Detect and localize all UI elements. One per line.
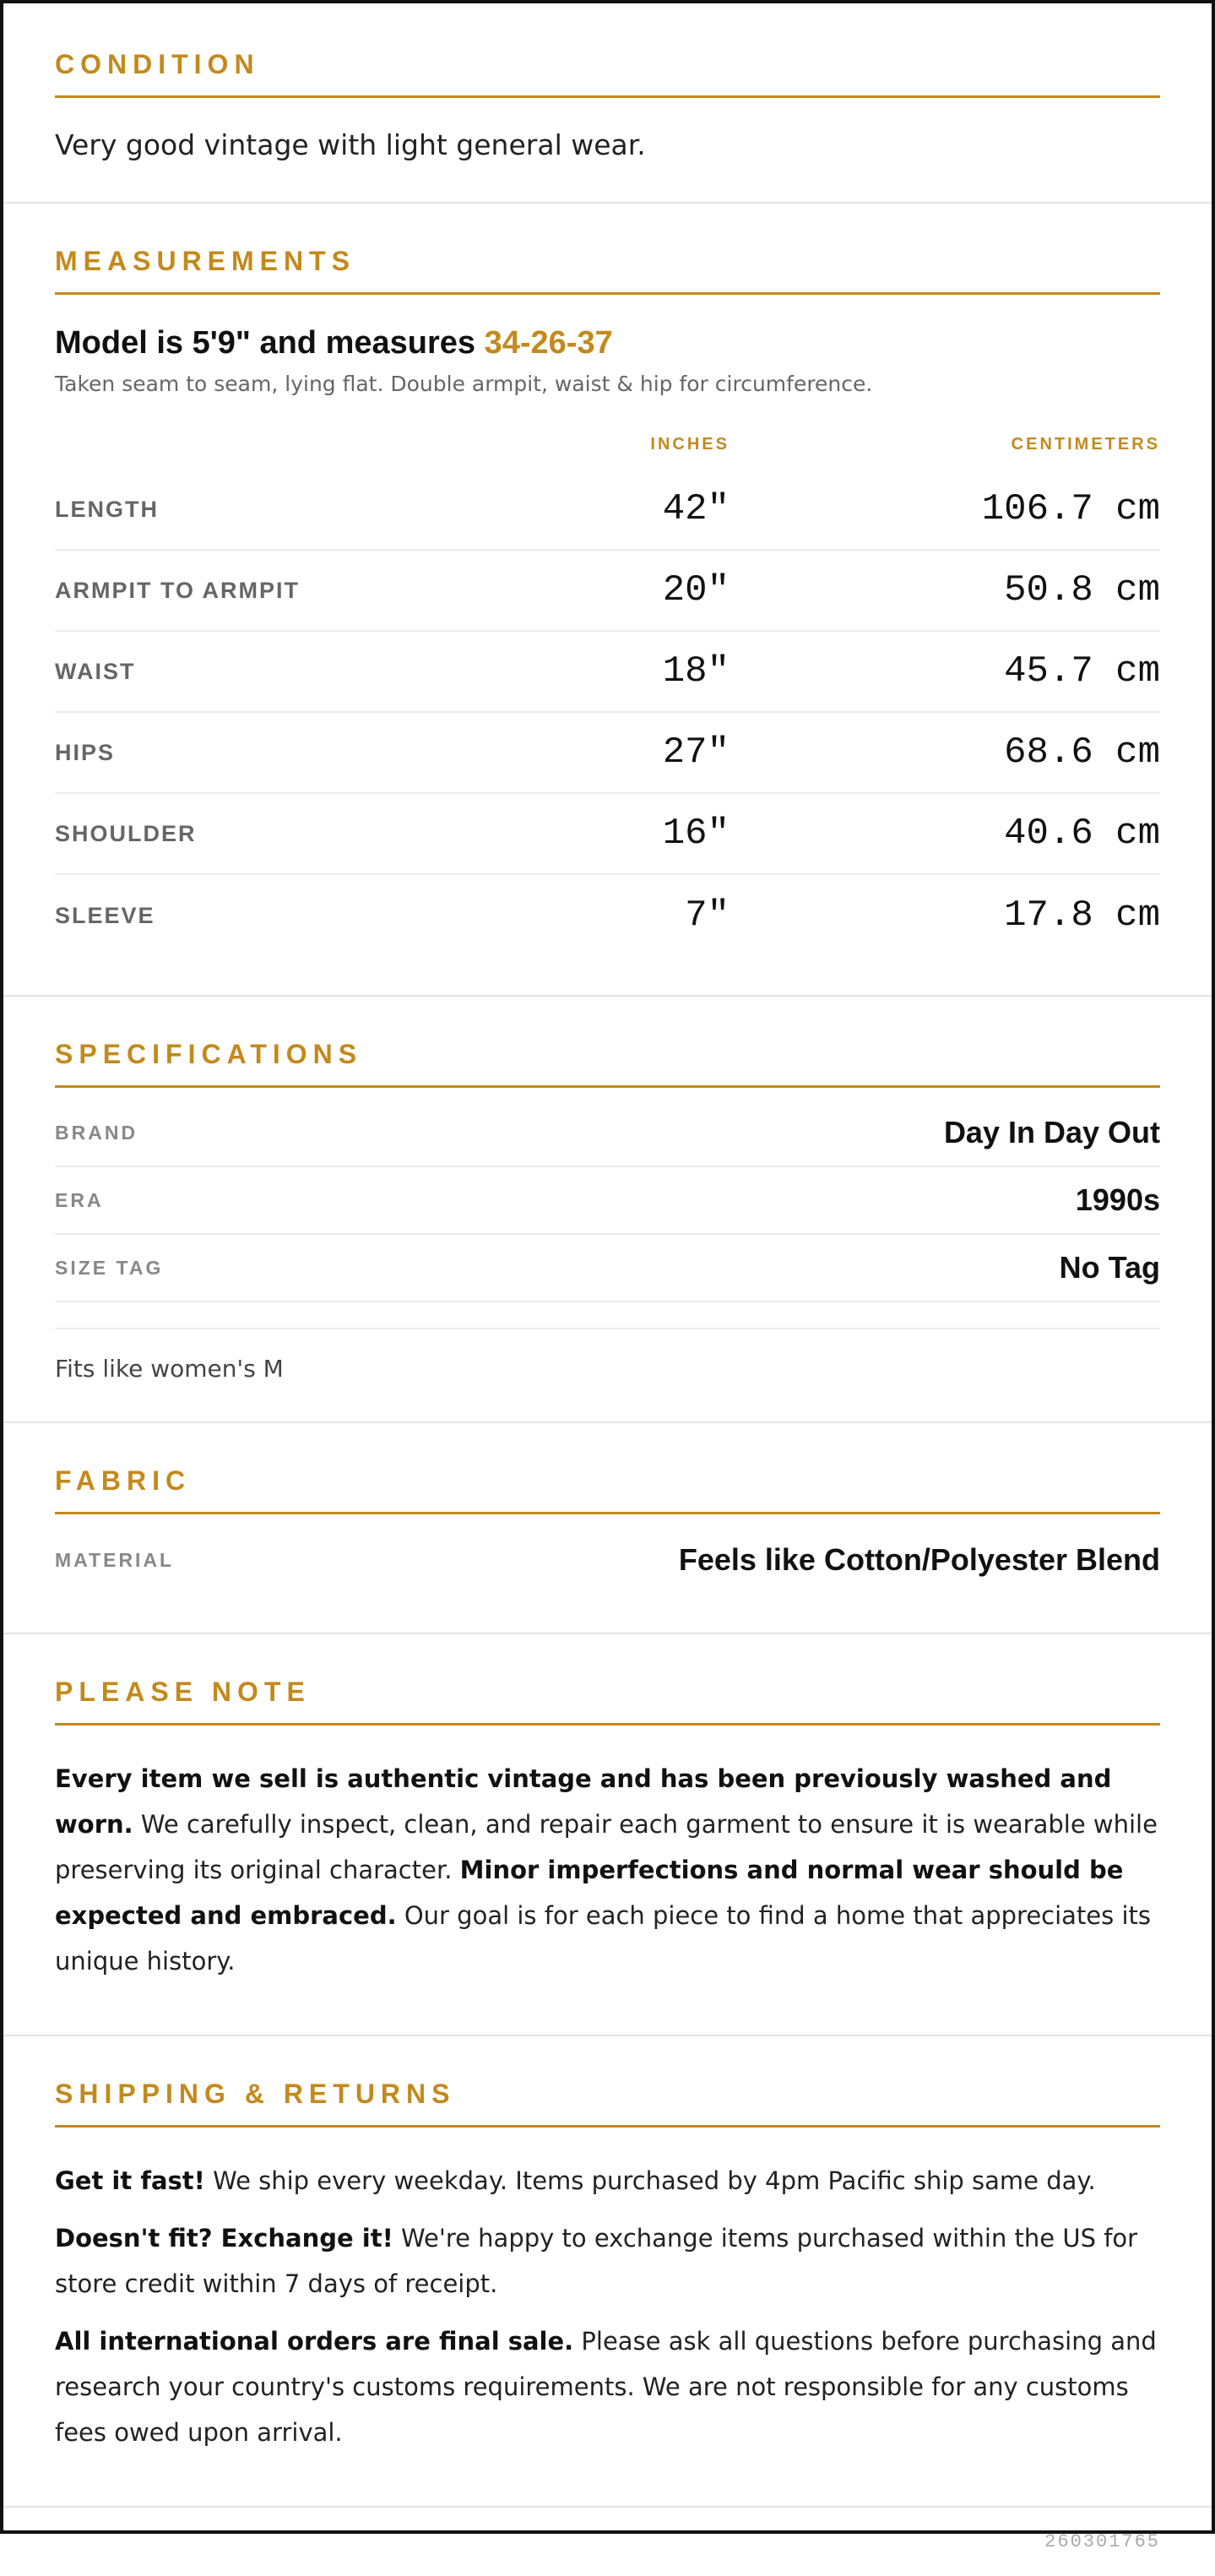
spec-row [55, 1526, 1160, 1594]
spec-label: SIZE TAG [55, 1256, 164, 1279]
note-title: PLEASE NOTE [55, 1677, 1160, 1725]
measure-cm: 106.7 cm [981, 488, 1160, 530]
shipping-bold: Get it fast! [55, 2166, 205, 2195]
note-text-1: We carefully inspect, clean, and repair each garment to ensure it is wearable while preserving its original character. [55, 1810, 1158, 1884]
measure-cm: 68.6 cm [1004, 731, 1160, 774]
measure-inches: 27" [662, 731, 730, 774]
spec-value: Day In Day Out [943, 1115, 1160, 1149]
note-bold-1: Every item we sell is authentic vintage and has been previously washed and worn. [55, 1764, 1112, 1839]
measurements-section [3, 204, 1212, 997]
table-row [55, 470, 1160, 551]
fit-note: Fits like women's M [55, 1328, 1160, 1383]
table-row [55, 551, 1160, 632]
measure-inches: 7" [685, 894, 730, 937]
measure-label: SHOULDER [55, 820, 197, 846]
spec-value: Feels like Cotton/Polyester Blend [678, 1542, 1160, 1577]
shipping-text: We're happy to exchange items purchased within the US for store credit within 7 days of receipt. [55, 2224, 1138, 2298]
header-spacer [55, 435, 561, 454]
shipping-bold: Doesn't fit? Exchange it! [55, 2224, 393, 2253]
shipping-text: We ship every weekday. Items purchased by 4pm Pacific ship same day. [204, 2166, 1096, 2195]
measure-label: HIPS [55, 739, 116, 765]
spec-value: 1990s [1075, 1182, 1160, 1217]
model-prefix: Model is 5'9" and measures [55, 325, 485, 361]
spec-row [55, 1235, 1160, 1302]
fabric-section [3, 1423, 1212, 1634]
footer [3, 2508, 1212, 2576]
specifications-section [3, 997, 1212, 1423]
shipping-paragraph [55, 2215, 1160, 2307]
measurements-table [55, 470, 1160, 956]
spec-row [55, 1167, 1160, 1235]
spec-row [55, 1100, 1160, 1167]
spec-label: ERA [55, 1188, 104, 1211]
measure-label: WAIST [55, 658, 136, 684]
condition-text: Very good vintage with light general wear. [55, 128, 646, 161]
shipping-title: SHIPPING & RETURNS [55, 2079, 1160, 2128]
note-bold-2: Minor imperfections and normal wear should be expected and embraced. [55, 1856, 1124, 1930]
specifications-title: SPECIFICATIONS [55, 1039, 1160, 1088]
order-id: 260301765 [1044, 2531, 1160, 2552]
shipping-bold: All international orders are final sale. [55, 2327, 574, 2356]
fabric-title: FABRIC [55, 1465, 1160, 1514]
measure-cm: 17.8 cm [1004, 894, 1160, 937]
shipping-text: Please ask all questions before purchasing and research your country's customs requirements. We are not responsible for any customs fees owed upon arrival. [55, 2327, 1157, 2447]
measurements-title: MEASUREMENTS [55, 246, 1160, 295]
note-section [3, 1634, 1212, 2036]
model-measures-value: 34-26-37 [484, 325, 613, 361]
measure-label: SLEEVE [55, 902, 155, 928]
measure-inches: 18" [662, 650, 730, 693]
measure-cm: 40.6 cm [1004, 812, 1160, 855]
condition-title: CONDITION [55, 49, 1160, 98]
header-inches: INCHES [650, 435, 730, 454]
condition-section [3, 3, 1212, 204]
spec-label: MATERIAL [55, 1548, 175, 1571]
table-row [55, 875, 1160, 956]
table-row [55, 713, 1160, 794]
measure-cm: 50.8 cm [1004, 569, 1160, 611]
table-row [55, 632, 1160, 713]
note-paragraph [55, 1756, 1160, 1984]
shipping-section [3, 2036, 1212, 2508]
spec-label: BRAND [55, 1121, 138, 1144]
measure-cm: 45.7 cm [1004, 650, 1160, 693]
measurements-subtitle: Taken seam to seam, lying flat. Double armpit, waist & hip for circumference. [55, 372, 873, 396]
shipping-paragraph [55, 2158, 1160, 2204]
shipping-paragraph [55, 2318, 1160, 2455]
model-measurements [55, 325, 1160, 361]
measure-inches: 16" [662, 812, 730, 855]
measure-label: ARMPIT TO ARMPIT [55, 577, 300, 603]
header-centimeters: CENTIMETERS [1011, 435, 1160, 454]
measure-inches: 20" [662, 569, 730, 611]
measure-label: LENGTH [55, 496, 159, 522]
note-text-2: Our goal is for each piece to find a home that appreciates its unique history. [55, 1901, 1152, 1975]
table-row [55, 794, 1160, 875]
measurements-header [55, 435, 1160, 454]
measure-inches: 42" [662, 488, 730, 530]
spec-value: No Tag [1059, 1250, 1160, 1285]
